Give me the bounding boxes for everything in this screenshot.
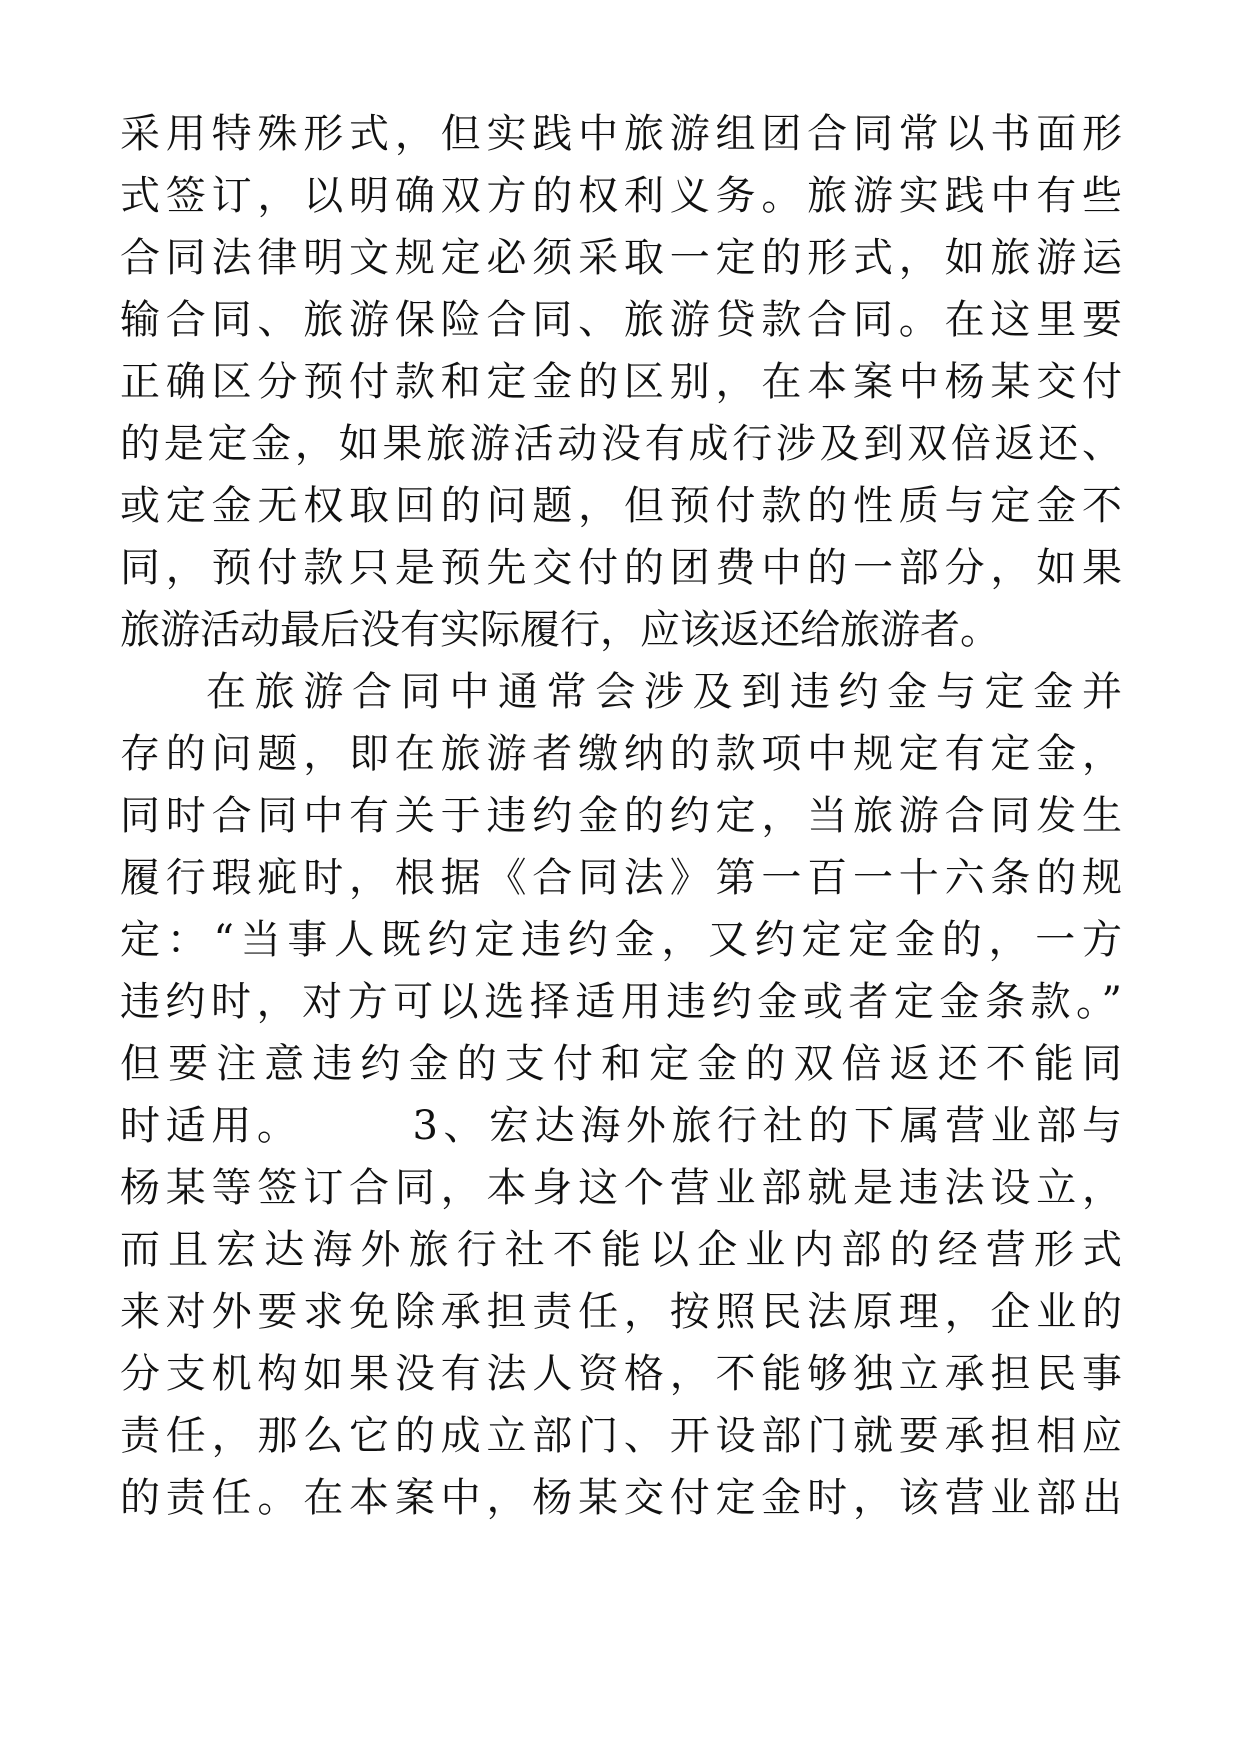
text-line-mixed bbox=[120, 1095, 1122, 1157]
text-line: 同时合同中有关于违约金的约定，当旅游合同发生 bbox=[120, 793, 1122, 839]
text-line: 或定金无权取回的问题，但预付款的性质与定金不 bbox=[120, 483, 1122, 529]
text-line: 采用特殊形式，但实践中旅游组团合同常以书面形 bbox=[120, 111, 1122, 157]
text-line: 合同法律明文规定必须采取一定的形式，如旅游运 bbox=[120, 235, 1122, 281]
text-line: 同，预付款只是预先交付的团费中的一部分，如果 bbox=[120, 545, 1122, 591]
text-line: 正确区分预付款和定金的区别，在本案中杨某交付 bbox=[120, 359, 1122, 405]
text-line: 的责任。在本案中，杨某交付定金时，该营业部出 bbox=[120, 1475, 1122, 1521]
text-line: 但要注意违约金的支付和定金的双倍返还不能同 bbox=[120, 1041, 1122, 1087]
text-line: 定：“当事人既约定违约金，又约定定金的，一方 bbox=[120, 917, 1122, 963]
paragraph-end: 时适用。 bbox=[120, 1103, 303, 1149]
text-line: 输合同、旅游保险合同、旅游贷款合同。在这里要 bbox=[120, 297, 1122, 343]
section-three-start: 3、宏达海外旅行社的下属营业部与 bbox=[412, 1103, 1123, 1149]
paragraph-first-line: 在旅游合同中通常会涉及到违约金与定金并 bbox=[206, 669, 1122, 715]
text-line: 违约时，对方可以选择适用违约金或者定金条款。” bbox=[120, 979, 1122, 1025]
text-line: 杨某等签订合同，本身这个营业部就是违法设立， bbox=[120, 1165, 1122, 1211]
text-line: 来对外要求免除承担责任，按照民法原理，企业的 bbox=[120, 1289, 1122, 1335]
text-line: 分支机构如果没有法人资格，不能够独立承担民事 bbox=[120, 1351, 1122, 1397]
text-line: 的是定金，如果旅游活动没有成行涉及到双倍返还、 bbox=[120, 421, 1122, 467]
text-line: 存的问题，即在旅游者缴纳的款项中规定有定金， bbox=[120, 731, 1122, 777]
text-line: 责任，那么它的成立部门、开设部门就要承担相应 bbox=[120, 1413, 1122, 1459]
text-line: 式签订，以明确双方的权利义务。旅游实践中有些 bbox=[120, 173, 1122, 219]
text-line: 而且宏达海外旅行社不能以企业内部的经营形式 bbox=[120, 1227, 1122, 1273]
text-line: 履行瑕疵时，根据《合同法》第一百一十六条的规 bbox=[120, 855, 1122, 901]
text-line: 旅游活动最后没有实际履行，应该返还给旅游者。 bbox=[120, 607, 1000, 653]
